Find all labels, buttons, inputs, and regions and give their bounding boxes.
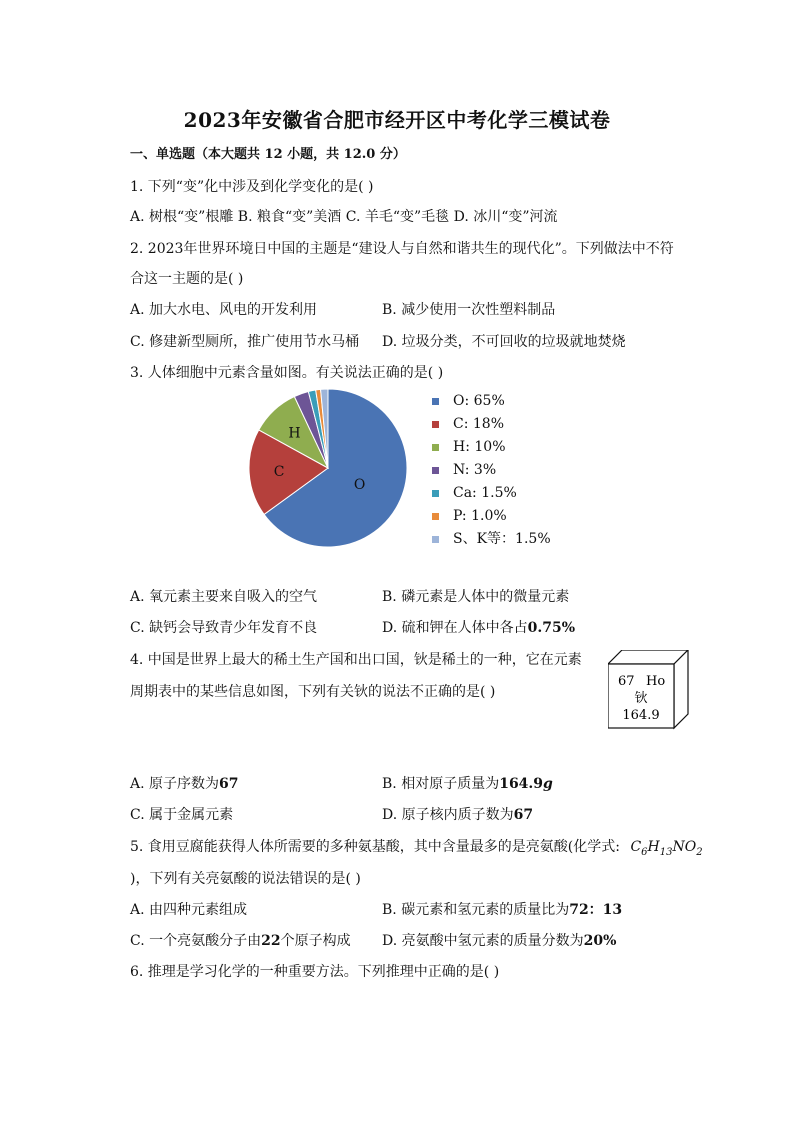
formula-c: C [630,839,642,855]
q1-stem: 1. 下列“变”化中涉及到化学变化的是( ) [130,179,374,195]
legend-swatch [432,536,439,543]
q4-option-b-value: 164.9 [499,776,544,792]
holmium-element-card [608,650,692,730]
q2-stem-line2: 合这一主题的是( ) [130,271,244,287]
q3-option-d-text: D. 硫和钾在人体中各占 [382,620,528,636]
legend-item-p [432,508,507,524]
formula-o-count: 2 [696,846,703,858]
pie-slice-label-o: O [353,477,366,494]
q2-option-d: D. 垃圾分类，不可回收的垃圾就地焚烧 [382,334,626,350]
q5-option-b-value: 72：13 [569,902,623,918]
element-mass: 164.9 [622,708,660,723]
q2-option-c: C. 修建新型厕所，推广使用节水马桶 [130,334,360,350]
q4-option-b-text: B. 相对原子质量为 [382,776,500,792]
element-name: 钬 [634,691,648,706]
exam-title: 2023年安徽省合肥市经开区中考化学三模试卷 [183,108,611,132]
q5-stem-line1 [130,838,703,862]
q2-option-b: B. 减少使用一次性塑料制品 [382,302,556,318]
q3-option-d-value: 0.75% [527,620,576,636]
q5-option-c-suffix: 个原子构成 [280,933,351,949]
q4-option-a-text: A. 原子序数为 [130,776,220,792]
element-symbol: Ho [646,674,666,689]
pie-slice-label-h: H [288,425,301,442]
formula-o: O [684,839,697,855]
q4-stem-line1: 4. 中国是世界上最大的稀土生产国和出口国，钬是稀土的一种，它在元素 [130,652,582,668]
cube-side-face [674,650,688,728]
element-number: 67 [618,674,635,689]
legend-item-sk [432,531,551,547]
q4-option-d [382,806,533,824]
leucine-formula [630,839,703,858]
q5-option-c [130,932,351,950]
legend-label: Ca: 1.5% [453,485,517,501]
q3-stem: 3. 人体细胞中元素含量如图。有关说法正确的是( ) [130,365,444,381]
q3-option-b: B. 磷元素是人体中的微量元素 [382,589,570,605]
legend-swatch [432,398,439,405]
q5-option-a: A. 由四种元素组成 [130,902,248,918]
section-header: 一、单选题（本大题共 12 小题，共 12.0 分） [130,147,406,162]
q4-stem-line2: 周期表中的某些信息如图，下列有关钬的说法不正确的是( ) [130,684,496,700]
formula-c-count: 6 [641,846,648,858]
q5-stem-line2: )，下列有关亮氨酸的说法错误的是( ) [130,871,361,887]
q5-option-b-text: B. 碳元素和氢元素的质量比为 [382,902,570,918]
q4-option-c: C. 属于金属元素 [130,807,234,823]
q5-option-b [382,901,622,919]
legend-label: S、K等：1.5% [453,531,551,547]
legend-swatch [432,421,439,428]
q5-option-d-value: 20% [583,933,617,949]
q2-option-a: A. 加大水电、风电的开发利用 [130,302,318,318]
formula-h-count: 13 [659,846,673,858]
q5-option-c-text: C. 一个亮氨酸分子由 [130,933,262,949]
formula-h: H [647,839,660,855]
formula-n: N [672,839,685,855]
q2-stem-line1: 2. 2023年世界环境日中国的主题是“建设人与自然和谐共生的现代化”。下列做法中不符 [130,241,674,257]
legend-item-o [432,393,505,409]
legend-label: C: 18% [453,416,504,432]
legend-item-c [432,416,504,432]
legend-swatch [432,444,439,451]
legend-swatch [432,513,439,520]
q3-option-c: C. 缺钙会导致青少年发育不良 [130,620,318,636]
legend-item-h [432,439,506,455]
legend-label: P: 1.0% [453,508,507,524]
q4-option-b-unit: g [543,776,553,792]
q1-options: A. 树根“变”根雕 B. 粮食“变”美酒 C. 羊毛“变”毛毯 D. 冰川“变”河流 [130,209,558,225]
legend-label: O: 65% [453,393,505,409]
q6-stem: 6. 推理是学习化学的一种重要方法。下列推理中正确的是( ) [130,964,500,980]
q3-option-a: A. 氧元素主要来自吸入的空气 [130,589,318,605]
pie-slice-label-c: C [273,464,285,481]
q4-option-a [130,775,239,793]
legend-item-ca [432,485,517,501]
q4-option-a-value: 67 [219,776,239,792]
legend-label: N: 3% [453,462,497,478]
legend-label: H: 10% [453,439,506,455]
element-content-pie-chart [240,384,420,554]
q3-option-d [382,619,575,637]
legend-item-n [432,462,496,478]
q5-option-d-text: D. 亮氨酸中氢元素的质量分数为 [382,933,584,949]
q4-option-d-text: D. 原子核内质子数为 [382,807,514,823]
q4-option-b [382,775,553,793]
q4-option-d-value: 67 [513,807,534,823]
q5-stem-text: 5. 食用豆腐能获得人体所需要的多种氨基酸，其中含量最多的是亮氨酸(化学式: [130,839,620,855]
q5-option-d [382,932,616,950]
legend-swatch [432,490,439,497]
q5-option-c-value: 22 [261,933,281,949]
legend-swatch [432,467,439,474]
